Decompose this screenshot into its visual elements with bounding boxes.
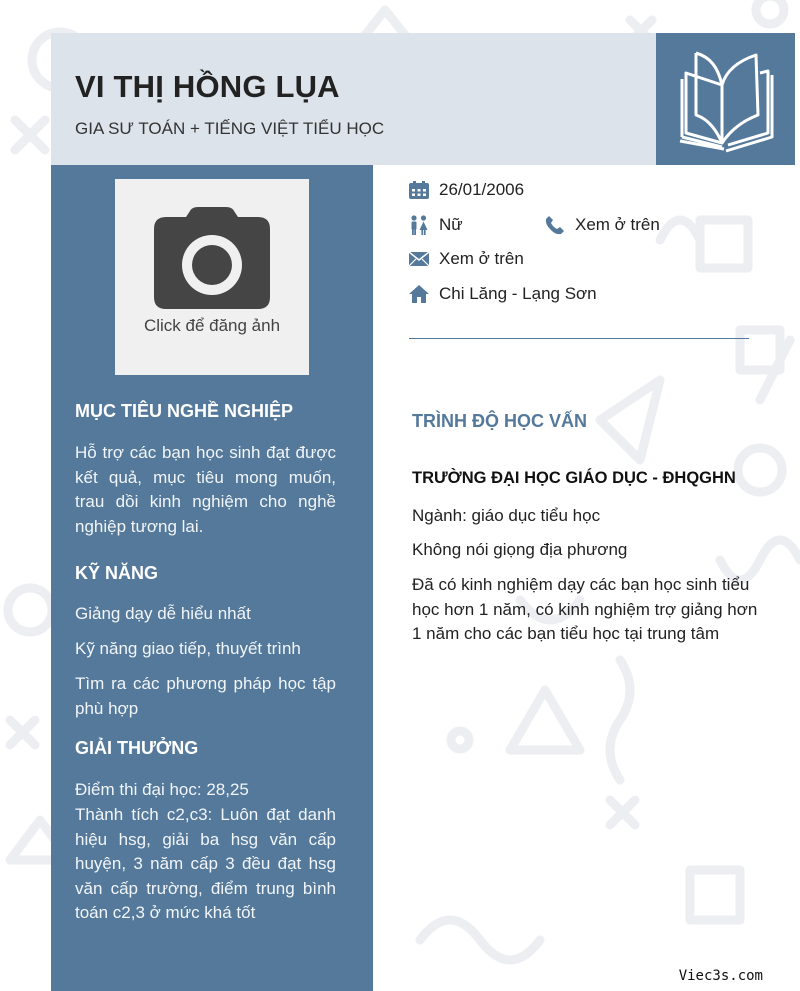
camera-icon [154,207,270,309]
divider [409,338,749,339]
objective-title: MỤC TIÊU NGHỀ NGHIỆP [75,401,294,421]
education-title: TRÌNH ĐỘ HỌC VẤN [412,411,587,431]
phone-row [545,215,660,235]
objective-text: Hỗ trợ các bạn học sinh đạt được kết quả, mục tiêu mong muốn, trau dồi kinh nghiệm cho nghề nghiệp tương lai. [75,443,336,536]
education-major: Ngành: giáo dục tiểu học [412,506,601,525]
candidate-name: VI THỊ HỒNG LỤA [75,69,340,104]
address-value: Chi Lăng - Lạng Sơn [439,284,597,303]
award-score: Điểm thi đại học: 28,25 [75,780,249,799]
home-icon [409,284,429,304]
email-value: Xem ở trên [439,249,524,268]
gender-value: Nữ [439,215,463,234]
people-icon [409,215,429,235]
phone-icon [545,215,565,235]
sidebar [51,165,373,991]
skills-title: KỸ NĂNG [75,563,159,583]
calendar-icon [409,180,429,200]
gender-row [409,215,463,235]
book-badge [656,33,795,165]
photo-caption: Click để đăng ảnh [143,316,281,335]
photo-upload[interactable] [115,179,309,375]
header-band [51,33,656,165]
book-icon [656,33,795,165]
skill-item: Tìm ra các phương pháp học tập phù hợp [75,674,336,718]
email-row [409,249,524,269]
skill-item: Giảng dạy dễ hiểu nhất [75,604,251,623]
education-note: Không nói giọng địa phương [412,540,628,559]
phone-value: Xem ở trên [575,215,660,234]
envelope-icon [409,249,429,269]
footer-brand[interactable]: Viec3s.com [678,968,763,984]
education-experience: Đã có kinh nghiệm dạy các bạn học sinh tiểu học hơn 1 năm, có kinh nghiệm trợ giảng hơn 1 năm cho các bạn tiểu học tại trung tâm [412,575,758,643]
school-name: TRƯỜNG ĐẠI HỌC GIÁO DỤC - ĐHQGHN [412,469,736,487]
award-achievements: Thành tích c2,c3: Luôn đạt danh hiệu hsg, giải ba hsg văn cấp huyện, 3 năm cấp 3 đều đạt hsg văn cấp trường, điểm trung bình toán c2,3 ở mức khá tốt [75,805,336,922]
birthday-value: 26/01/2006 [439,180,525,199]
address-row [409,284,597,304]
awards-title: GIẢI THƯỞNG [75,738,199,758]
birthday-row [409,180,524,200]
skill-item: Kỹ năng giao tiếp, thuyết trình [75,639,301,658]
job-title: GIA SƯ TOÁN + TIẾNG VIỆT TIỂU HỌC [75,119,385,138]
